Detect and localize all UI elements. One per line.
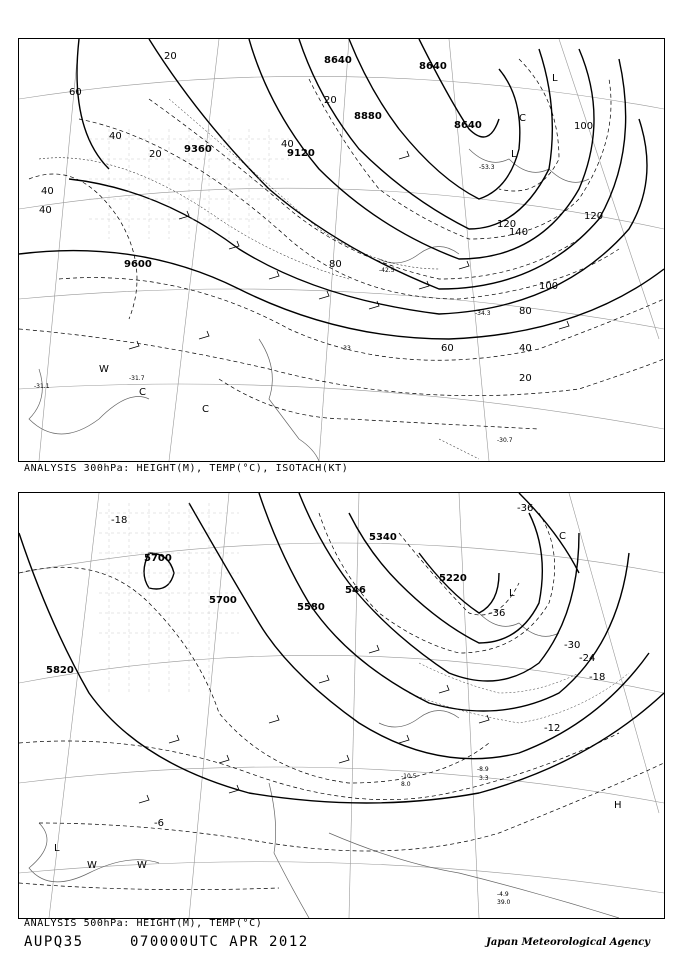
isotach-label: 60 bbox=[441, 343, 454, 354]
temperature-label: -42.5 bbox=[379, 267, 395, 274]
station-value: -4.9 bbox=[497, 891, 509, 898]
height-label: 8640 bbox=[454, 120, 482, 131]
isotach-label: 80 bbox=[329, 259, 342, 270]
map-symbol: C bbox=[519, 113, 526, 124]
map-symbol: H bbox=[614, 800, 622, 811]
map-500hpa-canvas bbox=[19, 493, 664, 918]
agency-name: Japan Meteorological Agency bbox=[486, 937, 650, 948]
temperature-label: -6 bbox=[154, 818, 164, 829]
station-value: -8.9 bbox=[477, 766, 489, 773]
station-value: 8.0 bbox=[401, 781, 411, 788]
height-label: 8880 bbox=[354, 111, 382, 122]
isotach-label: 120 bbox=[497, 219, 517, 230]
temperature-lines-500 bbox=[19, 513, 664, 890]
map-symbol: W bbox=[137, 860, 147, 871]
isotach-label: 100 bbox=[574, 121, 594, 132]
isotach-label: 40 bbox=[39, 205, 52, 216]
map-symbol: W bbox=[99, 364, 109, 375]
map-symbol: C bbox=[202, 404, 209, 415]
temperature-label: -24 bbox=[579, 653, 596, 664]
isotach-label: 40 bbox=[41, 186, 54, 197]
isotach-label: 140 bbox=[509, 227, 529, 238]
height-label: 9600 bbox=[124, 259, 152, 270]
station-value: 39.0 bbox=[497, 899, 511, 906]
map-symbol: L bbox=[54, 843, 60, 854]
temperature-label: -53.3 bbox=[479, 164, 495, 171]
isotach-label: 20 bbox=[164, 51, 177, 62]
map-500hpa bbox=[18, 492, 665, 919]
map-symbol: L bbox=[509, 588, 515, 599]
isotach-label: 40 bbox=[281, 139, 294, 150]
caption-500hpa: ANALYSIS 500hPa: HEIGHT(M), TEMP(°C) bbox=[24, 918, 263, 929]
temperature-label: -31.7 bbox=[129, 375, 145, 382]
height-label: 8640 bbox=[419, 61, 447, 72]
isotach-label: 120 bbox=[584, 211, 604, 222]
map-symbol: C bbox=[139, 387, 146, 398]
wind-barbs-300 bbox=[129, 151, 569, 349]
height-label: 5580 bbox=[297, 602, 325, 613]
temperature-label: -33 bbox=[341, 345, 351, 352]
temperature-lines-300 bbox=[39, 99, 479, 459]
isotach-label: 60 bbox=[69, 87, 82, 98]
isotach-label: 20 bbox=[324, 95, 337, 106]
temperature-label: -34.3 bbox=[475, 310, 491, 317]
map-symbol: L bbox=[511, 149, 517, 160]
height-label: 546 bbox=[345, 585, 366, 596]
temperature-label: -30 bbox=[564, 640, 581, 651]
height-contours-300 bbox=[19, 39, 664, 339]
temperature-label: -18 bbox=[111, 515, 128, 526]
isotach-label: 20 bbox=[149, 149, 162, 160]
isotach-label: 40 bbox=[519, 343, 532, 354]
map-symbol: L bbox=[552, 73, 558, 84]
height-label: 5700 bbox=[209, 595, 237, 606]
graticule-300 bbox=[19, 39, 664, 461]
temperature-label: -36 bbox=[517, 503, 534, 514]
height-label: 5340 bbox=[369, 532, 397, 543]
height-label: 9360 bbox=[184, 144, 212, 155]
height-label: 5700 bbox=[144, 553, 172, 564]
isotach-label: 100 bbox=[539, 281, 559, 292]
caption-300hpa: ANALYSIS 300hPa: HEIGHT(M), TEMP(°C), ISOTACH(KT) bbox=[24, 463, 349, 474]
temperature-label: -30.7 bbox=[497, 437, 513, 444]
graticule-500 bbox=[19, 493, 664, 918]
isotach-label: 20 bbox=[519, 373, 532, 384]
isotach-lines-300 bbox=[19, 59, 664, 429]
wind-barbs-500 bbox=[139, 645, 489, 803]
height-label: 8640 bbox=[324, 55, 352, 66]
temperature-label: -12 bbox=[544, 723, 561, 734]
map-300hpa bbox=[18, 38, 665, 462]
isotach-label: 80 bbox=[519, 306, 532, 317]
temperature-label: -36 bbox=[489, 608, 506, 619]
height-label: 5220 bbox=[439, 573, 467, 584]
coastline-500 bbox=[29, 613, 619, 918]
temperature-label: -31.1 bbox=[34, 383, 50, 390]
station-value: -10.5 bbox=[401, 773, 417, 780]
station-value: 3.3 bbox=[479, 775, 489, 782]
map-300hpa-canvas bbox=[19, 39, 664, 461]
chart-id: AUPQ35 bbox=[24, 934, 84, 950]
height-label: 9120 bbox=[287, 148, 315, 159]
isotach-label: 40 bbox=[109, 131, 122, 142]
map-symbol: W bbox=[87, 860, 97, 871]
temperature-label: -18 bbox=[589, 672, 606, 683]
map-symbol: C bbox=[559, 531, 566, 542]
valid-time: 070000UTC APR 2012 bbox=[130, 934, 309, 950]
height-label: 5820 bbox=[46, 665, 74, 676]
